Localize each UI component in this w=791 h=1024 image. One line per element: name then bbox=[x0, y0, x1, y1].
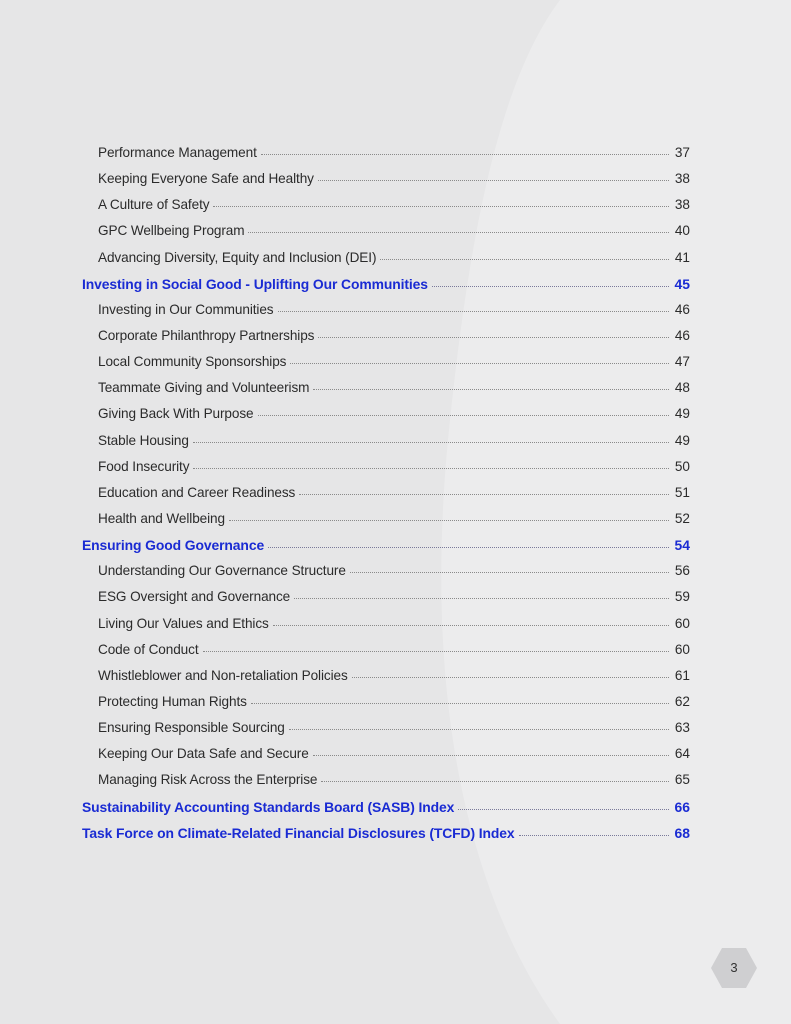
toc-entry-label: Investing in Social Good - Uplifting Our Communities bbox=[82, 275, 428, 292]
toc-subsection-entry[interactable] bbox=[82, 511, 690, 537]
dot-leader bbox=[203, 650, 669, 652]
dot-leader bbox=[278, 310, 670, 312]
dot-leader bbox=[213, 205, 669, 207]
toc-entry-page: 41 bbox=[674, 249, 690, 265]
toc-entry-page: 51 bbox=[674, 484, 690, 500]
toc-entry-label: Sustainability Accounting Standards Board (SASB) Index bbox=[82, 798, 455, 815]
toc-subsection-entry[interactable] bbox=[82, 328, 690, 354]
toc-entry-page: 49 bbox=[674, 406, 690, 422]
toc-entry-label: Local Community Sponsorships bbox=[98, 354, 287, 370]
dot-leader bbox=[318, 336, 669, 338]
toc-subsection-entry[interactable] bbox=[82, 746, 690, 772]
dot-leader bbox=[248, 231, 669, 233]
dot-leader bbox=[289, 728, 669, 730]
toc-entry-page: 38 bbox=[674, 197, 690, 213]
toc-entry-page: 47 bbox=[674, 354, 690, 370]
toc-entry-page: 64 bbox=[674, 746, 690, 762]
dot-leader bbox=[229, 519, 669, 521]
toc-subsection-entry[interactable] bbox=[82, 642, 690, 668]
dot-leader bbox=[352, 676, 669, 678]
toc-entry-page: 61 bbox=[674, 667, 690, 683]
toc-entry-label: Understanding Our Governance Structure bbox=[98, 563, 346, 579]
toc-entry-label: Health and Wellbeing bbox=[98, 510, 225, 526]
dot-leader bbox=[432, 285, 669, 287]
dot-leader bbox=[519, 834, 669, 836]
toc-entry-label: Investing in Our Communities bbox=[98, 301, 274, 317]
toc-subsection-entry[interactable] bbox=[82, 589, 690, 615]
toc-section-entry[interactable] bbox=[82, 537, 690, 563]
toc-entry-label: Food Insecurity bbox=[98, 458, 190, 474]
toc-entry-label: ESG Oversight and Governance bbox=[98, 589, 291, 605]
toc-subsection-entry[interactable] bbox=[82, 250, 690, 276]
toc-subsection-entry[interactable] bbox=[82, 485, 690, 511]
dot-leader bbox=[261, 153, 669, 155]
toc-section-entry[interactable] bbox=[82, 276, 690, 302]
toc-entry-label: Living Our Values and Ethics bbox=[98, 615, 269, 631]
toc-subsection-entry[interactable] bbox=[82, 223, 690, 249]
toc-subsection-entry[interactable] bbox=[82, 145, 690, 171]
toc-entry-page: 40 bbox=[674, 223, 690, 239]
dot-leader bbox=[458, 808, 669, 810]
toc-entry-label: A Culture of Safety bbox=[98, 197, 210, 213]
dot-leader bbox=[313, 388, 669, 390]
toc-subsection-entry[interactable] bbox=[82, 616, 690, 642]
toc-section-entry[interactable] bbox=[82, 799, 690, 825]
toc-entry-label: Teammate Giving and Volunteerism bbox=[98, 380, 310, 396]
toc-entry-page: 65 bbox=[674, 772, 690, 788]
toc-subsection-entry[interactable] bbox=[82, 171, 690, 197]
toc-entry-page: 62 bbox=[674, 693, 690, 709]
dot-leader bbox=[321, 780, 669, 782]
toc-entry-page: 50 bbox=[674, 458, 690, 474]
toc-subsection-entry[interactable] bbox=[82, 459, 690, 485]
dot-leader bbox=[251, 702, 669, 704]
toc-entry-label: Ensuring Good Governance bbox=[82, 537, 265, 554]
page-number: 3 bbox=[730, 960, 738, 975]
toc-entry-label: Task Force on Climate-Related Financial Disclosures (TCFD) Index bbox=[82, 824, 515, 841]
toc-entry-label: Ensuring Responsible Sourcing bbox=[98, 720, 285, 736]
toc-entry-label: Education and Career Readiness bbox=[98, 484, 296, 500]
dot-leader bbox=[350, 571, 669, 573]
toc-subsection-entry[interactable] bbox=[82, 406, 690, 432]
toc-section-entry[interactable] bbox=[82, 825, 690, 851]
toc-entry-page: 56 bbox=[674, 563, 690, 579]
toc-entry-label: Advancing Diversity, Equity and Inclusion (DEI) bbox=[98, 249, 377, 265]
toc-entry-page: 46 bbox=[674, 301, 690, 317]
dot-leader bbox=[193, 441, 669, 443]
dot-leader bbox=[273, 624, 669, 626]
toc-entry-label: Whistleblower and Non-retaliation Policies bbox=[98, 667, 348, 683]
toc-subsection-entry[interactable] bbox=[82, 720, 690, 746]
dot-leader bbox=[268, 546, 669, 548]
toc-entry-page: 52 bbox=[674, 510, 690, 526]
toc-entry-page: 60 bbox=[674, 641, 690, 657]
dot-leader bbox=[380, 258, 669, 260]
toc-entry-label: Performance Management bbox=[98, 145, 257, 160]
dot-leader bbox=[193, 467, 669, 469]
dot-leader bbox=[313, 754, 669, 756]
page-number-badge bbox=[711, 948, 757, 988]
toc-entry-page: 45 bbox=[674, 275, 690, 292]
toc-subsection-entry[interactable] bbox=[82, 433, 690, 459]
toc-entry-page: 46 bbox=[674, 327, 690, 343]
toc-subsection-entry[interactable] bbox=[82, 772, 690, 798]
toc-entry-page: 54 bbox=[674, 537, 690, 554]
toc-entry-page: 68 bbox=[674, 824, 690, 841]
dot-leader bbox=[294, 597, 669, 599]
toc-entry-label: Managing Risk Across the Enterprise bbox=[98, 772, 318, 788]
toc-entry-page: 59 bbox=[674, 589, 690, 605]
toc-entry-page: 49 bbox=[674, 432, 690, 448]
dot-leader bbox=[299, 493, 669, 495]
toc-subsection-entry[interactable] bbox=[82, 302, 690, 328]
toc-entry-label: Keeping Our Data Safe and Secure bbox=[98, 746, 309, 762]
dot-leader bbox=[290, 362, 669, 364]
toc-subsection-entry[interactable] bbox=[82, 668, 690, 694]
toc-entry-label: Corporate Philanthropy Partnerships bbox=[98, 327, 315, 343]
toc-entry-label: Protecting Human Rights bbox=[98, 693, 247, 709]
toc-entry-page: 37 bbox=[674, 145, 690, 160]
toc-subsection-entry[interactable] bbox=[82, 694, 690, 720]
toc-entry-label: Keeping Everyone Safe and Healthy bbox=[98, 171, 314, 187]
toc-entry-label: Giving Back With Purpose bbox=[98, 406, 254, 422]
toc-subsection-entry[interactable] bbox=[82, 197, 690, 223]
toc-entry-page: 48 bbox=[674, 380, 690, 396]
toc-subsection-entry[interactable] bbox=[82, 380, 690, 406]
toc-entry-page: 66 bbox=[674, 798, 690, 815]
toc-subsection-entry[interactable] bbox=[82, 563, 690, 589]
toc-entry-page: 38 bbox=[674, 171, 690, 187]
toc-entry-label: GPC Wellbeing Program bbox=[98, 223, 245, 239]
toc-subsection-entry[interactable] bbox=[82, 354, 690, 380]
toc-entry-label: Code of Conduct bbox=[98, 641, 199, 657]
toc-entry-page: 60 bbox=[674, 615, 690, 631]
dot-leader bbox=[258, 414, 669, 416]
table-of-contents bbox=[82, 145, 690, 851]
toc-entry-page: 63 bbox=[674, 720, 690, 736]
toc-entry-label: Stable Housing bbox=[98, 432, 189, 448]
dot-leader bbox=[318, 179, 669, 181]
